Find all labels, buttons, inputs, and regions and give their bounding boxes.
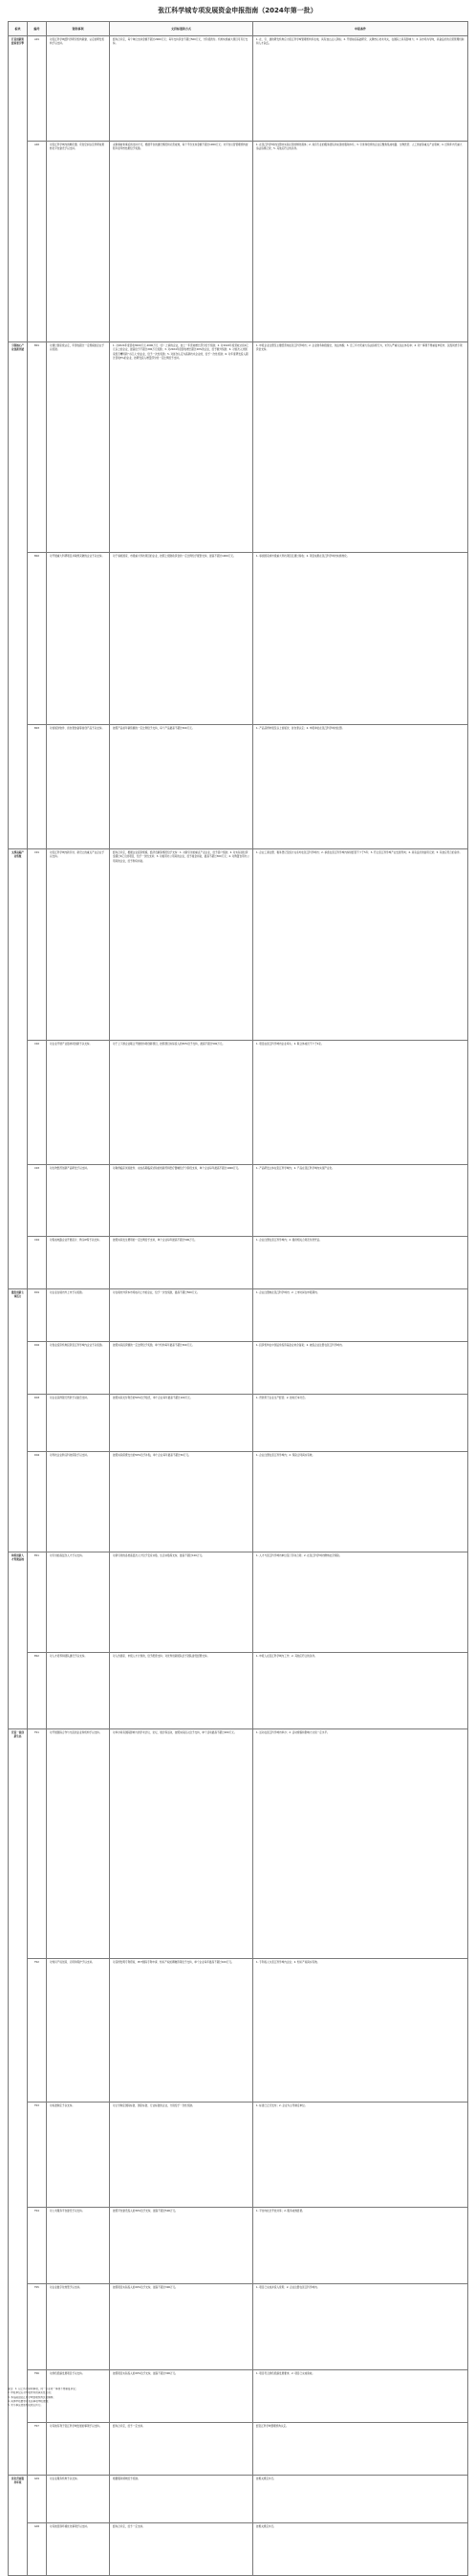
table-header-row [9, 22, 468, 36]
row-item: 对开展国际合作与交流的企业和机构予以支持。 [47, 1729, 110, 1959]
table-body [9, 36, 468, 2576]
row-code: F07 [28, 2423, 47, 2476]
table-row [9, 1342, 468, 1395]
row-item: 对开展重大科研项目并取得突破的企业予以支持。 [47, 553, 110, 725]
row-code: E01 [28, 1552, 47, 1653]
row-code: G01 [28, 2476, 47, 2523]
table-row [9, 36, 468, 142]
row-method: 按照产品首年销售额的一定比例给予支持，每个产品最高不超过500万元。 [110, 725, 253, 849]
row-req: 1. 项目由张江科学城内企业牵头；2. 联合体成员不少于2家。 [253, 1041, 468, 1165]
row-item: 对企业在境内外上市予以奖励。 [47, 1289, 110, 1342]
row-item: 对张江科学城内的孵化器、众创空间以及科研成果转化平台建设予以支持。 [47, 142, 110, 342]
row-code: F06 [28, 2370, 47, 2423]
row-code: E02 [28, 1653, 47, 1729]
note-line: 3. 本指南由张江科学城管理机构负责解释； [8, 2395, 55, 2399]
section-name: 引领核心产业创新突破 [9, 342, 28, 849]
row-method: 按照实际发生费用的一定比例给予支持，单个企业每年最高不超过500万元。 [110, 1237, 253, 1289]
row-req: 1. 平台向社会开放共享；2. 服务成效显著。 [253, 2208, 468, 2284]
row-method: 对在境内外资本市场成功上市的企业，给予一次性奖励，最高不超过500万元。 [110, 1289, 253, 1342]
row-req: 1. 产品研发主体在张江科学城内；2. 产品在张江科学城内实现产业化。 [253, 1165, 468, 1237]
row-code: F01 [28, 1729, 47, 1959]
row-code: D03 [28, 1395, 47, 1452]
row-method: 根据服务绩效给予奖励。 [110, 2476, 253, 2523]
row-code: F04 [28, 2208, 47, 2284]
table-row [9, 2476, 468, 2523]
row-code: F03 [28, 2103, 47, 2208]
row-method: 对于上下游企业联合开展的协同创新项目，按照项目实际投入的30%给予支持，最高不超过500万元。 [110, 1041, 253, 1165]
header-req: 申报条件 [253, 22, 468, 36]
table-row [9, 1552, 468, 1653]
row-req: 1. 企业注册地在张江科学城内；2. 上市时间在申报期内。 [253, 1289, 468, 1342]
note-line: 4. 具体申报要求详见各事项申报通知； [8, 2399, 51, 2403]
row-code: C02 [28, 1041, 47, 1165]
table-row [9, 1395, 468, 1452]
row-req: 1. 活动在张江科学城内举办；2. 活动规模和影响力达到一定水平。 [253, 1729, 468, 1959]
row-item: 对绿色低碳发展项目予以支持。 [47, 2370, 110, 2423]
row-method: 按照实际保费支出的50%给予补贴，单个企业每年最高不超过50万元。 [110, 1452, 253, 1552]
table-row [9, 849, 468, 1041]
row-req: 1. 申报人在张江科学城内工作；2. 其他应符合的条件。 [253, 1653, 468, 1729]
table-row [9, 1452, 468, 1552]
table-row [9, 1165, 468, 1237]
row-code: F05 [28, 2284, 47, 2370]
row-item: 对生物医药创新产品研发予以支持。 [47, 1165, 110, 1237]
row-method: 按照实际投资额的一定比例给予奖励，单个机构每年最高不超过300万元。 [110, 1342, 253, 1395]
row-item: 对张江科学城内新引进、新设立的重点产业企业予以支持。 [47, 849, 110, 1041]
row-method: 对取得临床试验批件、完成各期临床试验的创新药和医疗器械给予分阶段支持，单个企业每年最高不超过1000万元。 [110, 1165, 253, 1237]
row-code: D01 [28, 1289, 47, 1342]
section-name: 营造一流创新生态 [9, 1729, 28, 2476]
row-method: 对举办具有国际影响力的学术会议、论坛、展会等活动，按照实际投入给予支持，单个活动最高不超过200万元。 [110, 1729, 253, 1959]
row-item: 对企业获得银行贷款予以贴息支持。 [47, 1395, 110, 1452]
row-code: B01 [28, 342, 47, 553]
note-line: 5. 未尽事宜按照相关规定执行。 [8, 2404, 44, 2408]
row-method: 按照项目实际投入的20%给予支持，最高不超过300万元。 [110, 2370, 253, 2423]
row-req: 1. 产品获得市级及以上首版次、首台套认定；2. 申报单位在张江科学城内注册。 [253, 725, 468, 849]
row-req: 1. 企业注册在张江科学城内；2. 提供相关合同及付款凭证。 [253, 1237, 468, 1289]
row-code: C03 [28, 1165, 47, 1237]
row-code: C01 [28, 849, 47, 1041]
table-row [9, 1653, 468, 1729]
table-row [9, 2523, 468, 2576]
row-method: 按照实际支付利息的50%给予贴息，单个企业每年最高不超过100万元。 [110, 1395, 253, 1452]
notes [8, 2388, 467, 2408]
table-row [9, 2423, 468, 2476]
row-item: 对知识产权创造、运用和保护予以支持。 [47, 1959, 110, 2103]
row-method: 对入选国家、市级人才计划的，给予配套支持；对优秀创新团队给予团队建设经费支持。 [110, 1653, 253, 1729]
section-name: 优化营商服务环境 [9, 2476, 28, 2576]
section-name: 构筑创新人才集聚高地 [9, 1552, 28, 1729]
note-line: 备注：1. 以上所列资助事项，同一企业同一事项不得重复享受； [8, 2388, 78, 2390]
row-req: 1. 在、引、建的研发机构应为张江科学城管理机构所在地，具有独立法人资格；2. 开展前沿基础研究、关键核心技术攻关，在国际上具有影响力；3. 以市场为导向，具备良好的运营管理机制和人才队伍。 [253, 36, 468, 142]
row-method: 经综合评定，给予一定支持。 [110, 2423, 253, 2476]
row-item: 对企业服务机构予以支持。 [47, 2476, 110, 2523]
table-row [9, 2284, 468, 2370]
row-method: 对获得发明专利授权、PCT国际专利申请、知识产权质押融资等给予支持，单个企业每年最高不超过100万元。 [110, 1959, 253, 2103]
row-code: A01 [28, 36, 47, 142]
table-row [9, 1041, 468, 1165]
table-row [9, 342, 468, 553]
row-item: 对企业数字化转型予以支持。 [47, 2284, 110, 2370]
row-req: 按相关规定执行。 [253, 2476, 468, 2523]
header-item: 资助事项 [47, 22, 110, 36]
row-method: 经综合评定，每个单位支持金额不超过2000万元；每年支持资金不超过500万元，分阶段拨付。机构实施重大项目可另行支持。 [110, 36, 253, 142]
row-req: 1. 贷款用于企业生产经营；2. 按时还本付息。 [253, 1395, 468, 1452]
table-row [9, 2103, 468, 2208]
section-name: 激发创新主体活力 [9, 1289, 28, 1552]
row-req: 1. 项目已完成并投入使用；2. 企业注册在张江科学城内。 [253, 2284, 468, 2370]
row-req: 1. 专利权人为张江科学城内企业；2. 知识产权真实有效。 [253, 1959, 468, 2103]
table-row [9, 1237, 468, 1289]
row-req: 1. 企业注册在张江科学城内；2. 保险合同真实有效。 [253, 1452, 468, 1552]
row-item: 对其他营商环境优化事项予以支持。 [47, 2523, 110, 2576]
table-row [9, 142, 468, 342]
row-code: C04 [28, 1237, 47, 1289]
row-code: B03 [28, 725, 47, 849]
row-item: 对标准制定予以支持。 [47, 2103, 110, 2208]
row-item: 对人才培养和团队建设予以支持。 [47, 1653, 110, 1729]
header-section: 板块 [9, 22, 28, 36]
header-method: 支持标准和方式 [110, 22, 253, 36]
row-code: G02 [28, 2523, 47, 2576]
row-item: 对首版次软件、首台套装备等首创产品予以支持。 [47, 725, 110, 849]
row-item: 对集成电路企业开展流片、购买IP等予以支持。 [47, 1237, 110, 1289]
row-method: 采取事前和事后的支持方式，根据平台的建设情况和运营成效，每个平台支持金额不超过1000万元；对平台运营管理机构按照年度考核结果给予奖励。 [110, 142, 253, 342]
row-item: 对企业开展产业链协同创新予以支持。 [47, 1041, 110, 1165]
row-item: 对科技企业购买科技保险予以支持。 [47, 1452, 110, 1552]
row-item: 对引进的高层次人才予以支持。 [47, 1552, 110, 1653]
row-req: 1. 承担国家或市级重大科技项目且通过验收；2. 项目成果在张江科学城内实施转化。 [253, 553, 468, 725]
row-req: 1. 人才与张江科学城内单位签订劳动合同；2. 在张江科学城内缴纳社会保险。 [253, 1552, 468, 1653]
table-row [9, 1729, 468, 1959]
row-method: 按照平台建设投入的30%给予支持，最高不超过500万元。 [110, 2208, 253, 2284]
row-code: D02 [28, 1342, 47, 1395]
row-code: B02 [28, 553, 47, 725]
row-item: 对创业投资机构投资张江科学城内企业予以奖励。 [47, 1342, 110, 1395]
row-req: 1. 标准已正式发布；2. 企业为主导制定单位。 [253, 2103, 468, 2208]
row-req: 1. 项目符合绿色低碳发展要求；2. 项目已完成验收。 [253, 2370, 468, 2423]
page-title: 张江科学城专项发展资金申报指南（2024年第一批） [158, 7, 317, 14]
row-method: 按照项目实际投入的20%给予支持，最高不超过300万元。 [110, 2284, 253, 2370]
row-item: 对张江科学城经科学研究机构新建、认定的研发机构予以支持。 [47, 36, 110, 142]
row-code: A02 [28, 142, 47, 342]
table-row [9, 553, 468, 725]
row-item: 对通过国家级认定，年营收超过一定规模的企业予以奖励。 [47, 342, 110, 553]
table-row [9, 2208, 468, 2284]
row-code: F02 [28, 1959, 47, 2103]
row-method: 对主导制定国际标准、国家标准、行业标准的企业，分别给予一次性奖励。 [110, 2103, 253, 2208]
row-code: D04 [28, 1452, 47, 1552]
funding-guide-table [8, 21, 468, 2576]
note-line: 2. 申报单位应对申报材料的真实性负责； [8, 2391, 54, 2395]
table-row [9, 725, 468, 849]
row-method: 1. 对2024年度营收3000万元-2000万元（含）之间的企业，按上一年营收增长部分给予奖励；2. 对2024年度营收达到1亿元以上的企业，最高给予不超过200万元奖励；3. 对2024年度营收增长超过20%的企业，给予额外奖励；4. 对首次入选国家级专精特新“小巨人”的企业，给予一次性奖励；5. 对首次认定为高新技术企业的，给予一次性奖励；6. 对年度研发投入超过营收5%的企业，按研发投入增量部分的一定比例给予支持。 [110, 342, 253, 553]
section-name: 支撑高端产业集聚 [9, 849, 28, 1289]
row-req: 1. 申报企业注册及主要经营地在张江科学城内；2. 企业财务制度健全，依法纳税；3. 近三年内无重大违法违规行为，未列入严重失信主体名单；4. 同一事项不得重复申报市、区级同类专项资金支持。 [253, 342, 468, 553]
row-item: 对公共服务平台建设予以支持。 [47, 2208, 110, 2284]
row-req: 经张江科学城管理机构认定。 [253, 2423, 468, 2476]
row-req: 按相关规定执行。 [253, 2523, 468, 2576]
row-method: 对新引进的各类高层次人才给予安家补贴、生活补贴等支持，最高不超过100万元。 [110, 1552, 253, 1653]
section-name: 打造创新策源重要引擎 [9, 36, 28, 342]
row-req: 1. 企业工商注册、税务登记及统计关系均在张江科学城内；2. 承诺在张江科学城内持续经营不少于5年；3. 符合张江科学城产业发展导向；4. 具有良好的信用记录；5. 其他应符合的条件。 [253, 849, 468, 1041]
row-method: 经综合评定，给予一定支持。 [110, 2523, 253, 2576]
table-row [9, 1959, 468, 2103]
row-req: 1. 在张江科学城内注册并实际运营的孵化载体；2. 具有专业的服务团队和完善的服务体系；3. 引进和培育的企业应聚焦集成电路、生物医药、人工智能等重点产业领域；4. 近两年内无重大违法违规记录；5. 其他应符合的条件。 [253, 142, 468, 342]
table-row [9, 1289, 468, 1342]
row-method: 经综合评定，根据企业投资规模、经济贡献等情况给予支持：1. 对新引进的重点产业企业，给予落户奖励；2. 对实际到位资金超过1亿元的项目，给予一次性支持；3. 对租用办公用房的企业，给予租金补贴，最高不超过300万元；4. 对购置自用办公用房的企业，给予购房补贴。 [110, 849, 253, 1041]
header-code: 编号 [28, 22, 47, 36]
row-req: 1. 投资机构在中国证券投资基金业协会备案；2. 被投企业注册在张江科学城内。 [253, 1342, 468, 1395]
row-item: 对其他有利于张江科学城发展的事项予以支持。 [47, 2423, 110, 2476]
row-method: 对于承担国家、市级重大科技项目的企业，按照上级财政资金的一定比例给予配套支持，最高不超过1000万元。 [110, 553, 253, 725]
